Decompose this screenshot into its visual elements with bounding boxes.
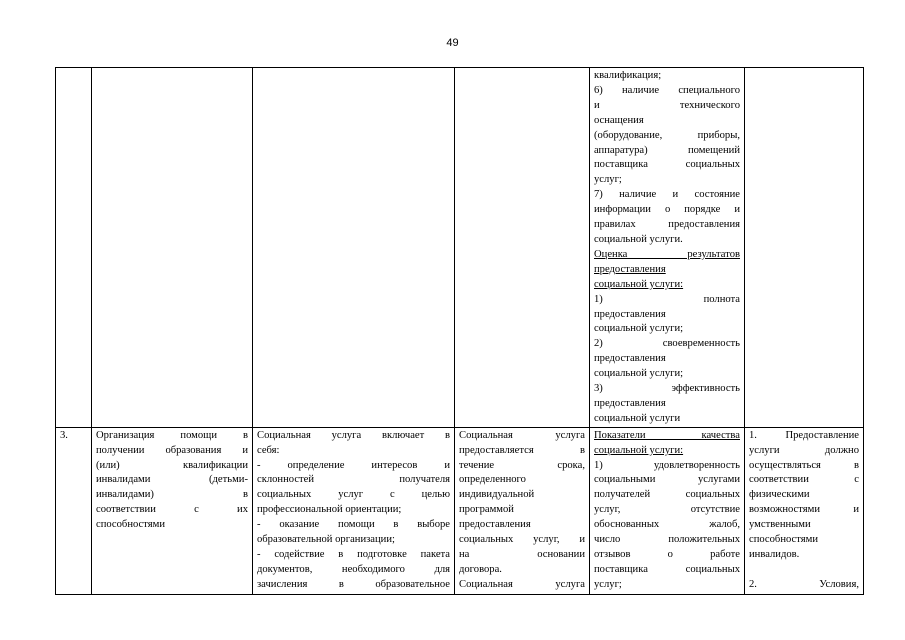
text-line: документов, необходимого для bbox=[257, 563, 450, 575]
text-line: 1) удовлетворенность bbox=[594, 459, 740, 471]
text-line: 6) наличие специального bbox=[594, 84, 740, 96]
text-line: Организация помощи в bbox=[96, 429, 248, 441]
text-line: Оценка результатов bbox=[594, 248, 740, 260]
text-line: 2. Условия, bbox=[749, 578, 859, 590]
text-line: Показатели качества bbox=[594, 429, 740, 441]
text-line bbox=[749, 563, 859, 578]
text-line: аппаратура) помещений bbox=[594, 144, 740, 156]
text-line: социальной услуги; bbox=[594, 323, 684, 335]
text-line: (или) квалификации bbox=[96, 459, 248, 471]
text-line: соответствии с bbox=[749, 474, 859, 486]
cell-number-prev bbox=[56, 68, 92, 428]
cell-name-prev bbox=[92, 68, 253, 428]
text-line: поставщика социальных bbox=[594, 159, 740, 171]
text-line: социальной услуги: bbox=[594, 278, 684, 290]
text-line: обоснованных жалоб, bbox=[594, 519, 740, 531]
text-line: услуг, отсутствие bbox=[594, 504, 740, 516]
text-line: услуг; bbox=[594, 578, 622, 590]
cell-service-content bbox=[253, 427, 455, 594]
text-line: Социальная услуга bbox=[459, 429, 585, 441]
text-line: квалификация; bbox=[594, 70, 662, 81]
text-line: 7) наличие и состояние bbox=[594, 189, 740, 201]
text-line: предоставления bbox=[459, 519, 531, 531]
text-line: индивидуальной bbox=[459, 489, 535, 501]
text-line: определенного bbox=[459, 474, 526, 486]
row-number: 3. bbox=[60, 429, 68, 441]
text-line: договора. bbox=[459, 563, 502, 575]
text-line: - содействие в подготовке пакета bbox=[257, 549, 450, 560]
text-line: социальных услуг, и bbox=[459, 534, 585, 546]
cell-content-prev bbox=[253, 68, 455, 428]
text-line: информации о порядке и bbox=[594, 204, 740, 216]
text-line: зачисления в образовательное bbox=[257, 578, 450, 590]
cell-service-conditions bbox=[745, 427, 864, 594]
text-line: на основании bbox=[459, 549, 585, 560]
text-line: социальной услуги bbox=[594, 412, 681, 424]
text-line: предоставления bbox=[594, 353, 666, 365]
text-line: предоставляется в bbox=[459, 444, 585, 456]
cell-quality-prev bbox=[590, 68, 745, 428]
text-line: социальной услуги; bbox=[594, 368, 684, 380]
text-line: Социальная услуга включает в bbox=[257, 429, 450, 441]
cell-conditions-prev bbox=[745, 68, 864, 428]
text-line: осуществляться в bbox=[749, 459, 859, 471]
text-line: - определение интересов и bbox=[257, 459, 450, 471]
text-line: - оказание помощи в выборе bbox=[257, 519, 450, 531]
text-line: способностями bbox=[749, 534, 818, 546]
text-line: образовательной организации; bbox=[257, 534, 395, 546]
services-table bbox=[55, 67, 864, 595]
text-line: получателей социальных bbox=[594, 489, 740, 501]
text-line: правилах предоставления bbox=[594, 219, 740, 231]
text-line: физическими bbox=[749, 489, 810, 501]
cell-service-terms bbox=[455, 427, 590, 594]
text-line: социальными услугами bbox=[594, 474, 740, 486]
text-line: программой bbox=[459, 504, 514, 516]
text-line: получении образования и bbox=[96, 444, 248, 456]
page-number: 49 bbox=[446, 37, 459, 49]
text-line: поставщика социальных bbox=[594, 563, 740, 575]
text-line: способностями bbox=[96, 519, 165, 531]
text-line: предоставления bbox=[594, 397, 666, 409]
text-line: 1) полнота bbox=[594, 293, 740, 305]
text-line: профессиональной ориентации; bbox=[257, 504, 402, 516]
text-line: социальной услуги: bbox=[594, 444, 684, 456]
text-line: число положительных bbox=[594, 534, 740, 546]
cell-quality-indicators bbox=[590, 427, 745, 594]
text-line: инвалидов. bbox=[749, 549, 800, 560]
text-line: 3) эффективность bbox=[594, 383, 740, 395]
text-line: возможностями и bbox=[749, 504, 859, 516]
text-line: соответствии с их bbox=[96, 504, 248, 516]
text-line: Социальная услуга bbox=[459, 578, 585, 590]
text-line: социальных услуг с целью bbox=[257, 489, 450, 501]
text-line: (оборудование, приборы, bbox=[594, 129, 740, 141]
text-line: течение срока, bbox=[459, 459, 585, 471]
text-line: склонностей получателя bbox=[257, 474, 450, 486]
text-line: услуг; bbox=[594, 174, 622, 186]
text-line: 1. Предоставление bbox=[749, 429, 859, 441]
text-line: предоставления bbox=[594, 308, 666, 320]
text-line: и технического bbox=[594, 99, 740, 111]
text-line: предоставления bbox=[594, 263, 666, 275]
cell-service-name bbox=[92, 427, 253, 594]
text-line: социальной услуги. bbox=[594, 233, 683, 245]
cell-terms-prev bbox=[455, 68, 590, 428]
text-line: инвалидами (детьми- bbox=[96, 474, 248, 486]
text-line: умственными bbox=[749, 519, 811, 531]
text-line: отзывов о работе bbox=[594, 549, 740, 560]
text-line: себя: bbox=[257, 444, 280, 456]
table-row bbox=[56, 68, 864, 428]
cell-row-number bbox=[56, 427, 92, 594]
text-line: инвалидами) в bbox=[96, 489, 248, 501]
text-line: услуги должно bbox=[749, 444, 859, 456]
text-line: 2) своевременность bbox=[594, 338, 740, 350]
table-row bbox=[56, 427, 864, 594]
text-line: оснащения bbox=[594, 114, 644, 126]
